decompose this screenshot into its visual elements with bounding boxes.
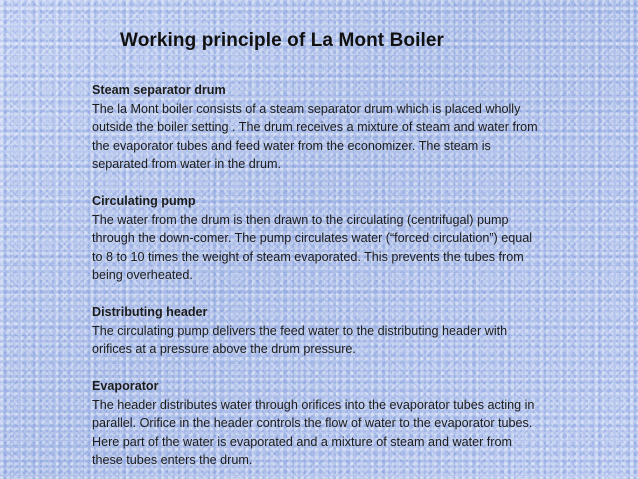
slide-content — [92, 81, 542, 470]
section-text: The la Mont boiler consists of a steam separator drum which is placed wholly outside the boiler setting . The drum receives a mixture of steam and water from the evaporator tubes and feed water from the economizer. The steam is separated from water in the drum. — [92, 101, 538, 171]
section-text: The circulating pump delivers the feed water to the distributing header with orifices at a pressure above the drum pressure. — [92, 323, 508, 356]
section-evaporator — [92, 377, 542, 470]
section-steam-separator-drum — [92, 81, 542, 174]
section-heading: Evaporator — [92, 379, 159, 393]
section-distributing-header — [92, 303, 542, 359]
section-text: The header distributes water through orifices into the evaporator tubes acting in parallel. Orifice in the header controls the flow of water to the evaporator tubes. Here part of the water is evaporated and a mixture of steam and water from these tubes enters the drum. — [92, 397, 535, 467]
section-circulating-pump — [92, 192, 542, 285]
section-text: The water from the drum is then drawn to the circulating (centrifugal) pump through the down-comer. The pump circulates water (“forced circulation”) equal to 8 to 10 times the weight of steam evaporated. This prevents the tubes from being overheated. — [92, 212, 533, 282]
section-heading: Circulating pump — [92, 194, 196, 208]
slide-title: Working principle of La Mont Boiler — [120, 30, 445, 51]
section-heading: Distributing header — [92, 305, 208, 319]
section-heading: Steam separator drum — [92, 83, 226, 97]
